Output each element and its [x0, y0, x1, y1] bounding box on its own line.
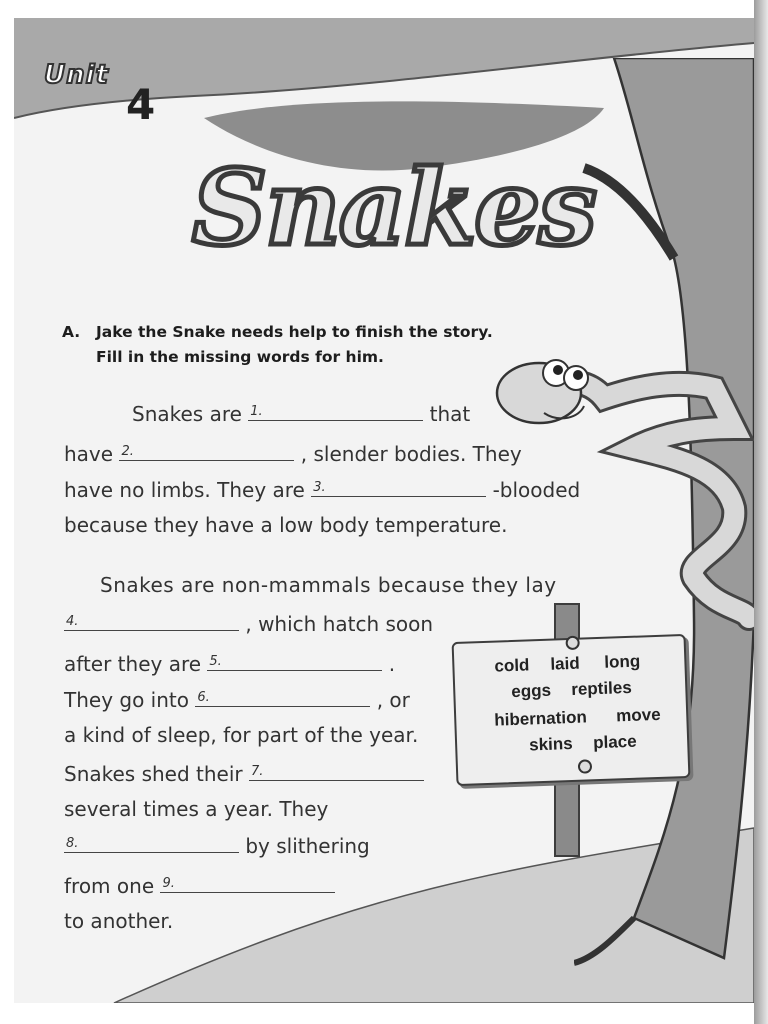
story-text: , or	[376, 688, 410, 712]
story-text: from one	[64, 874, 155, 898]
word-bank-word: laid	[550, 653, 580, 674]
word-bank-word: hibernation	[493, 707, 588, 730]
blank-number: 9.	[162, 876, 175, 891]
blank-number: 4.	[66, 614, 79, 629]
blank-number: 6.	[197, 690, 210, 705]
story-line-9: a kind of sleep, for part of the year.	[64, 723, 419, 747]
blank-5[interactable]	[207, 650, 382, 671]
story-text: have no limbs. They are	[64, 478, 305, 502]
unit-number: 4	[126, 80, 156, 129]
instruction-line-2: Fill in the missing words for him.	[96, 348, 384, 366]
story-line-4: because they have a low body temperature.	[64, 513, 508, 537]
story-text: They go into	[64, 688, 189, 712]
blank-number: 2.	[121, 444, 134, 459]
story-line-2	[64, 440, 522, 467]
story-text: that	[429, 402, 471, 426]
word-bank-word: move	[615, 704, 661, 726]
unit-label: Unit	[44, 60, 109, 90]
story-text: -blooded	[492, 478, 581, 502]
story-text: have	[64, 442, 114, 466]
blank-number: 7.	[251, 764, 264, 779]
blank-number: 1.	[250, 404, 263, 419]
story-line-8	[64, 686, 410, 713]
story-line-7	[64, 650, 395, 677]
story-text: by slithering	[245, 834, 370, 858]
word-bank-word: skins	[528, 733, 573, 755]
page-title: Snakes	[192, 146, 595, 269]
story-line-5: Snakes are non-mammals because they lay	[100, 573, 557, 597]
story-line-14: to another.	[64, 909, 174, 933]
sign-nail	[565, 636, 579, 650]
worksheet-page	[14, 18, 754, 1003]
snake-illustration	[484, 318, 754, 638]
story-line-1	[132, 400, 470, 427]
story-text: Snakes are	[132, 402, 242, 426]
blank-3[interactable]	[311, 476, 486, 497]
instructions	[62, 320, 493, 370]
word-bank-sign	[452, 634, 691, 786]
story-line-11: several times a year. They	[64, 797, 329, 821]
blank-number: 3.	[313, 480, 326, 495]
story-text: , which hatch soon	[245, 612, 434, 636]
word-bank-word: eggs	[510, 680, 552, 702]
blank-number: 8.	[66, 836, 79, 851]
story-text: Snakes shed their	[64, 762, 243, 786]
word-bank-word: long	[604, 651, 641, 672]
section-label: A.	[62, 323, 81, 341]
story-text: after they are	[64, 652, 202, 676]
instruction-line-1: Jake the Snake needs help to finish the story.	[96, 323, 493, 341]
sign-nail	[578, 759, 592, 773]
word-bank-word: reptiles	[570, 677, 633, 699]
blank-6[interactable]	[195, 686, 370, 707]
story-text: , slender bodies. They	[300, 442, 522, 466]
story-text: .	[388, 652, 396, 676]
blank-4[interactable]	[64, 610, 239, 631]
blank-1[interactable]	[248, 400, 423, 421]
blank-2[interactable]	[119, 440, 294, 461]
page-edge	[754, 0, 768, 1024]
blank-number: 5.	[209, 654, 222, 669]
word-bank-word: cold	[494, 655, 530, 676]
story-line-6	[64, 610, 433, 637]
word-bank-word: place	[592, 731, 637, 753]
